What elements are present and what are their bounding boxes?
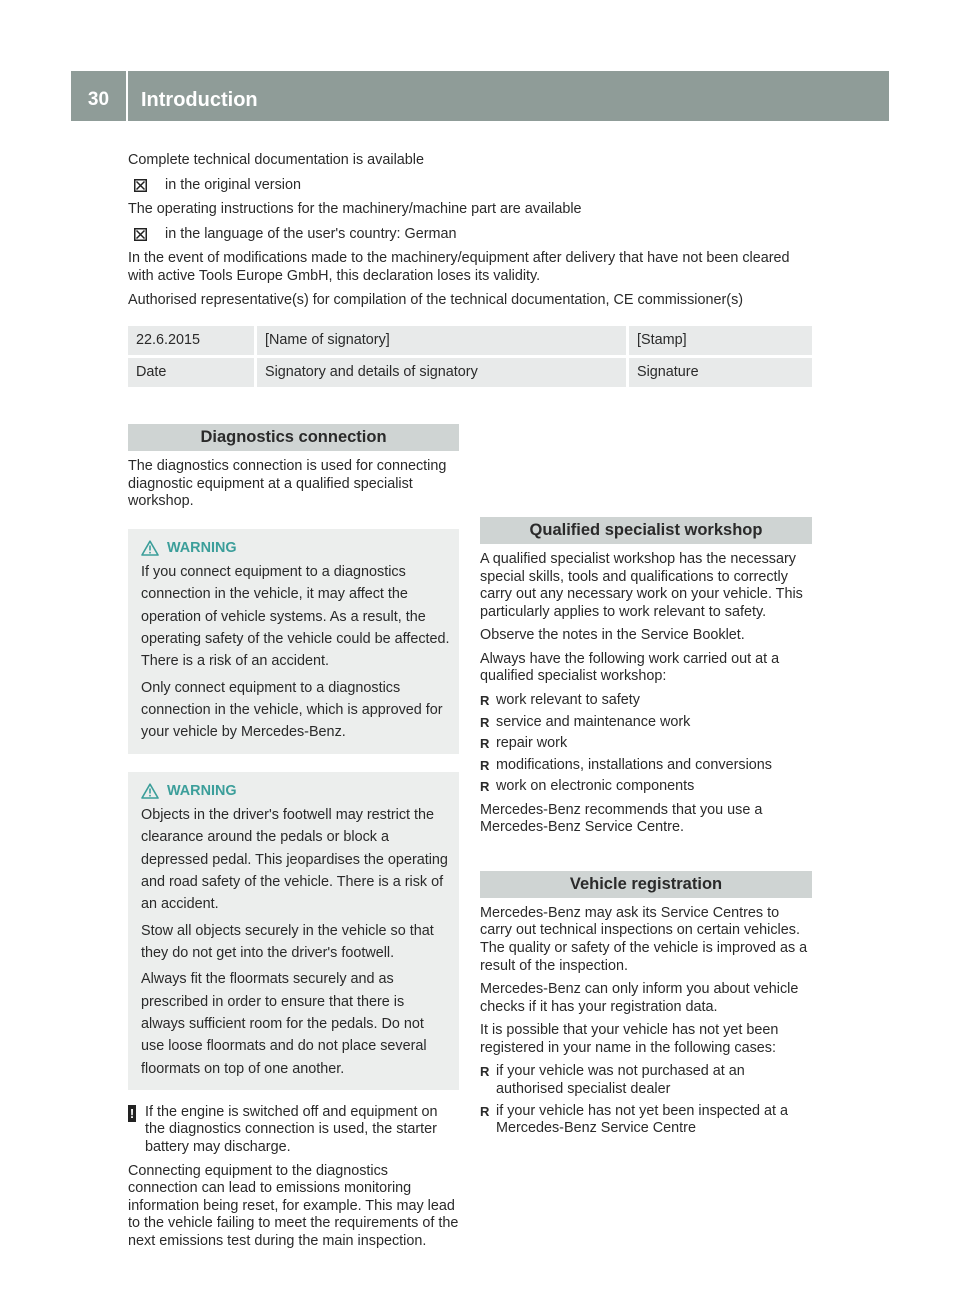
declaration-line: In the event of modifications made to the machinery/equipment after delivery that have not been cleared with active Tools Europe GmbH, this declaration loses its validity. <box>128 250 790 284</box>
warning-triangle-icon <box>141 540 159 556</box>
list-item-text: if your vehicle was not purchased at an authorised specialist dealer <box>496 1063 745 1097</box>
warning-label: WARNING <box>167 782 237 799</box>
exclamation-icon: ! <box>129 1105 135 1121</box>
note-block <box>128 1104 459 1157</box>
bullet-icon: R <box>480 714 490 730</box>
list-item <box>480 714 812 732</box>
warning-title <box>141 780 451 802</box>
bullet-icon: R <box>480 736 490 752</box>
signature-table <box>128 323 812 390</box>
paragraph: Mercedes-Benz may ask its Service Centres to carry out technical inspections on certain vehicles. The quality or safety of the vehicle is improved as a result of the inspection. <box>480 904 808 974</box>
warning-label: WARNING <box>167 539 237 556</box>
header-divider <box>126 71 128 121</box>
paragraph: Always fit the floormats securely and as prescribed in order to ensure that there is always sufficient room for the pedals. Do not use loose floormats and do not place several floormats on top of one another. <box>141 971 427 1077</box>
table-cell: Signature <box>626 358 812 387</box>
column-continuation-gap <box>480 424 812 517</box>
paragraph: A qualified specialist workshop has the necessary special skills, tools and qualifications to correctly carry out any necessary work on your vehicle. This particularly applies to work relevant to safety. <box>480 551 803 620</box>
paragraph: The diagnostics connection is used for connecting diagnostic equipment at a qualified specialist workshop. <box>128 458 447 510</box>
bullet-list <box>480 692 812 796</box>
table-row <box>128 326 812 355</box>
warning-box <box>128 529 459 754</box>
paragraph: Objects in the driver's footwell may restrict the clearance around the pedals or block a depressed pedal. This jeopardises the operating and road safety of the vehicle. There is a risk of an accident. <box>141 806 448 913</box>
bullet-icon: R <box>480 692 490 708</box>
declaration-line: Complete technical documentation is available <box>128 152 424 168</box>
list-item-text: repair work <box>496 735 568 752</box>
paragraph: If the engine is switched off and equipment on the diagnostics connection is used, the starter battery may discharge. <box>145 1103 438 1156</box>
list-item <box>480 757 812 775</box>
paragraph: Stow all objects securely in the vehicle so that they do not get into the driver's footwell. <box>141 922 434 961</box>
list-item <box>480 735 812 753</box>
section-heading: Qualified specialist workshop <box>480 517 812 544</box>
bullet-icon: R <box>480 779 490 795</box>
section-heading: Vehicle registration <box>480 871 812 898</box>
declaration-line: Authorised representative(s) for compilation of the technical documentation, CE commissioner(s) <box>128 292 744 309</box>
checked-item <box>134 226 812 244</box>
list-item <box>480 1063 812 1098</box>
list-item <box>480 778 812 796</box>
paragraph: Mercedes-Benz recommends that you use a Mercedes-Benz Service Centre. <box>480 801 763 836</box>
table-cell: [Stamp] <box>626 326 812 355</box>
list-item <box>480 1103 812 1138</box>
declaration-block <box>128 152 812 317</box>
chapter-title: Introduction <box>141 89 258 111</box>
table-row <box>128 358 812 387</box>
checked-box-icon <box>134 228 147 241</box>
list-item-text: if your vehicle has not yet been inspected at a Mercedes-Benz Service Centre <box>496 1102 788 1137</box>
table-cell: Signatory and details of signatory <box>254 358 626 387</box>
warning-title <box>141 537 451 559</box>
paragraph: Only connect equipment to a diagnostics connection in the vehicle, which is approved for your vehicle by Mercedes-Benz. <box>141 679 443 741</box>
list-item-text: work on electronic components <box>496 778 695 795</box>
table-cell: Date <box>128 358 254 387</box>
paragraph: Always have the following work carried out at a qualified specialist workshop: <box>480 650 780 685</box>
left-column <box>128 424 459 1256</box>
page-number: 30 <box>87 89 110 110</box>
bullet-list <box>480 1063 812 1137</box>
declaration-line: The operating instructions for the machinery/machine part are available <box>128 201 582 218</box>
list-item <box>480 692 812 710</box>
checked-item <box>134 177 812 195</box>
paragraph: Mercedes-Benz can only inform you about vehicle checks if it has your registration data. <box>480 981 799 1015</box>
checked-box-icon <box>134 179 147 192</box>
list-item-text: service and maintenance work <box>496 713 691 730</box>
warning-box <box>128 772 459 1090</box>
paragraph: If you connect equipment to a diagnostics connection in the vehicle, it may affect the operation of vehicle systems. As a result, the operating safety of the vehicle could be affected. There is a risk of an accident. <box>141 564 450 670</box>
right-column <box>480 424 812 1144</box>
paragraph: It is possible that your vehicle has not yet been registered in your name in the following cases: <box>480 1022 779 1056</box>
warning-triangle-icon <box>141 783 159 799</box>
list-item-text: modifications, installations and conversions <box>496 756 772 773</box>
checked-item-label: in the original version <box>165 176 301 193</box>
section-heading: Diagnostics connection <box>128 424 459 451</box>
table-cell: [Name of signatory] <box>254 326 626 355</box>
bullet-icon: R <box>480 1064 490 1080</box>
checked-item-label: in the language of the user's country: German <box>165 225 457 242</box>
page-header <box>71 71 889 121</box>
section-gap <box>480 843 812 871</box>
bullet-icon: R <box>480 1103 490 1119</box>
table-cell: 22.6.2015 <box>128 326 254 355</box>
list-item-text: work relevant to safety <box>496 691 640 708</box>
paragraph: Connecting equipment to the diagnostics connection can lead to emissions monitoring information being reset, for example. This may lead to the vehicle failing to meet the requirements of the next emissions test during the main inspection. <box>128 1162 459 1249</box>
paragraph: Observe the notes in the Service Booklet. <box>480 627 745 644</box>
bullet-icon: R <box>480 757 490 773</box>
